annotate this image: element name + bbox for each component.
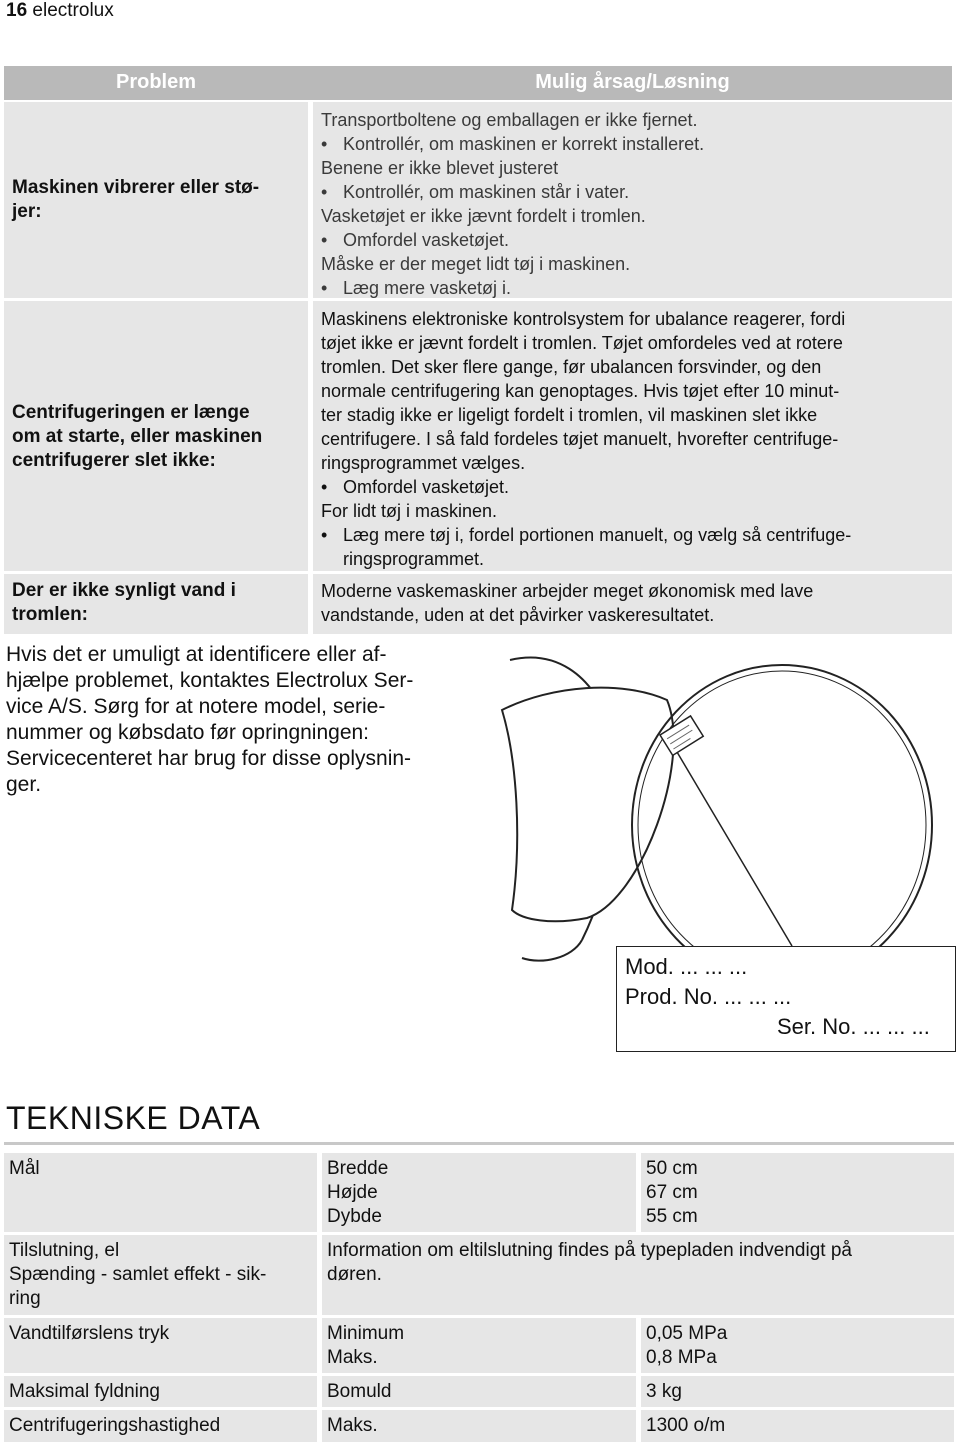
plate-ser-no: Ser. No. ... ... ... [777, 1014, 930, 1039]
solution-text: Moderne vaskemaskiner arbejder meget økonomisk med lave vandstande, uden at det påvirker vaskeresultatet. [321, 581, 814, 625]
td-row-spin-speed [4, 1410, 954, 1442]
td-key: Maksimal fyldning [4, 1376, 317, 1407]
solution-cell [313, 102, 952, 298]
problem-cell [4, 102, 308, 298]
troubleshooting-table-header [4, 66, 952, 100]
problem-text: Maskinen vibrerer eller stø- jer: [12, 177, 260, 222]
problem-text: Der er ikke synligt vand i tromlen: [12, 580, 236, 625]
drum-shape [502, 688, 674, 922]
solution-cell [313, 301, 952, 571]
troubleshooting-row-water [4, 574, 952, 634]
td-row-electrical [4, 1235, 954, 1315]
column-header-solution: Mulig årsag/Løsning [535, 71, 730, 93]
service-note: Hvis det er umuligt at identificere eller af- hjælpe problemet, kontaktes Electrolux Ser- vice A/S. Sørg for at notere model, serie- nummer og købsdato før opringningen: Servicecenteret har brug for disse oplysnin- ger. [6, 643, 414, 796]
td-values: 1300 o/m [641, 1410, 954, 1442]
td-key: Tilslutning, el Spænding - samlet effekt - sik- ring [4, 1235, 317, 1315]
td-values: 0,05 MPa 0,8 MPa [641, 1318, 954, 1373]
plate-prod-no: Prod. No. ... ... ... [625, 984, 792, 1009]
solution-text: Maskinens elektroniske kontrolsystem for ubalance reagerer, fordi tøjet ikke er jævnt fordelt i tromlen. Tøjet omfordeles ved at rotere tromlen. Det sker flere gange, før ubalancen forsvinder, og den normale centrifugering kan genoptages. Hvis tøjet efter 10 minut- ter stadig ikke er ligeligt fordelt i tromlen, vil maskinen slet ikke centrifugere. I så fald fordeles tøjet manuelt, hvorefter centrifuge- ringsprogrammet vælges. • Omfordel vasketøjet. For lidt tøj i maskinen. • Læg mere tøj i, fordel portionen manuelt, og vælg så centrifuge- ringsprogrammet. [321, 307, 946, 571]
section-divider [4, 1142, 954, 1145]
td-values: 50 cm 67 cm 55 cm [641, 1153, 954, 1232]
column-header-problem: Problem [115, 71, 197, 93]
td-key: Mål [4, 1153, 317, 1232]
troubleshooting-row-spin [4, 301, 952, 571]
td-params: Maks. [322, 1410, 636, 1442]
td-merged-value: Information om eltilslutning findes på typepladen indvendigt på døren. [322, 1235, 954, 1315]
td-params: Bomuld [322, 1376, 636, 1407]
door-seal-ring-inner [638, 671, 926, 970]
problem-cell [4, 574, 308, 634]
td-row-dimensions [4, 1153, 954, 1232]
td-row-water-pressure [4, 1318, 954, 1373]
problem-cell [4, 301, 308, 571]
td-params: Bredde Højde Dybde [322, 1153, 636, 1232]
td-key: Vandtilførslens tryk [4, 1318, 317, 1373]
door-arc-lower [522, 940, 582, 961]
problem-text: Centrifugeringen er længe om at starte, eller maskinen centrifugerer slet ikke: [12, 402, 263, 471]
brand-name: electrolux [32, 0, 114, 21]
td-row-max-load [4, 1376, 954, 1407]
door-rating-plate-illustration [492, 640, 956, 970]
page-header [6, 0, 114, 22]
td-values: 3 kg [641, 1376, 954, 1407]
td-params: Minimum Maks. [322, 1318, 636, 1373]
solution-cell [313, 574, 952, 634]
rating-plate-callout [616, 946, 956, 1052]
solution-text: Transportboltene og emballagen er ikke fjernet. • Kontrollér, om maskinen er korrekt installeret. Benene er ikke blevet justeret • Kontrollér, om maskinen står i vater. Vasketøjet er ikke jævnt fordelt i tromlen. • Omfordel vasketøjet. Måske er der meget lidt tøj i maskinen. • Læg mere vasketøj i. [321, 108, 946, 300]
page-number: 16 [6, 0, 28, 21]
callout-leader-line [677, 752, 792, 946]
door-seal-ring [632, 665, 932, 970]
section-title-technical-data: TEKNISKE DATA [6, 1100, 261, 1136]
td-key: Centrifugeringshastighed [4, 1410, 317, 1442]
plate-model: Mod. ... ... ... [625, 954, 748, 979]
troubleshooting-row-vibration [4, 102, 952, 298]
